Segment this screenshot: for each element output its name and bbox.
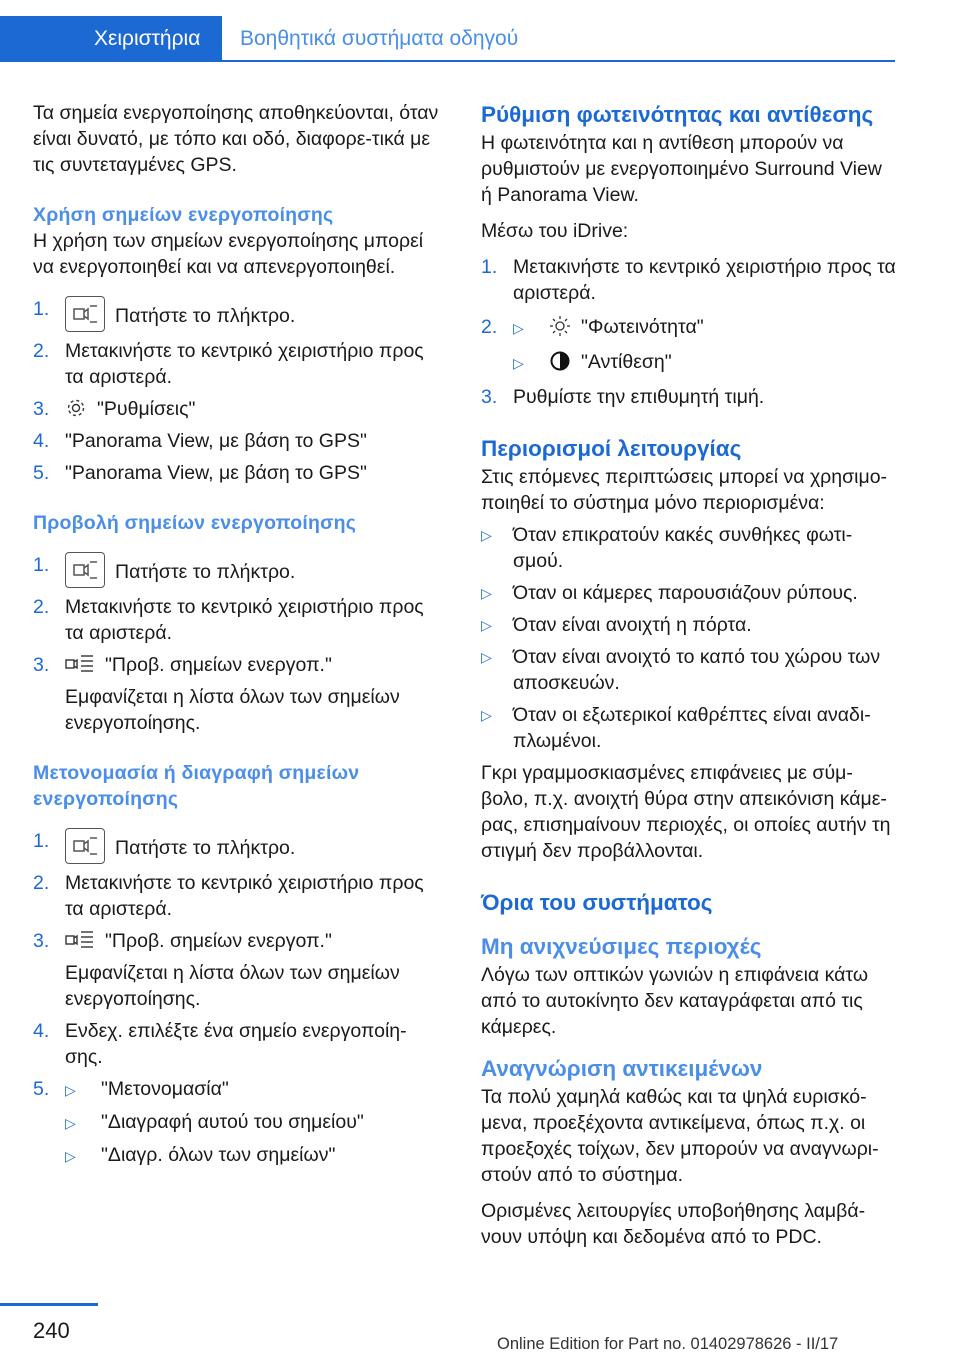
limit-item-1: ▷ Όταν επικρατούν κακές συνθήκες φωτι-σμού.: [481, 524, 853, 572]
rename-heading: Μετονομασία ή διαγραφή σημείων ενεργοποίησης: [33, 762, 360, 810]
undetectable-text: Λόγω των οπτικών γωνιών η επιφάνεια κάτω από το αυτοκίνητο δεν καταγράφεται από τις κάμερες.: [481, 964, 869, 1038]
rename-option-1: ▷ "Μετονομασία": [65, 1076, 443, 1103]
limit-item-2: ▷ Όταν οι κάμερες παρουσιάζουν ρύπους.: [481, 582, 858, 604]
gear-icon: [65, 397, 87, 419]
undetectable-heading: Μη ανιχνεύσιμες περιοχές: [481, 934, 762, 959]
limits-note: Γκρι γραμμοσκιασμένες επιφάνειες με σύμ-βολο, π.χ. ανοιχτή θύρα στην απεικόνιση κάμε-ρας, επισημαίνουν περιοχές, οι οποίες αυτήν τη στιγμή δεν προβάλλονται.: [481, 762, 891, 862]
header-rule: [0, 60, 895, 62]
option-brightness: ▷ "Φωτεινότητα": [513, 314, 896, 341]
rename-step-3: 3. "Προβ. σημείων ενεργοπ." Εμφανίζεται η λίστα όλων των σημείων ενεργοποίησης.: [33, 928, 443, 1012]
view-steps: [33, 552, 443, 736]
rename-step-4: 4. Ενδεχ. επιλέξτε ένα σημείο ενεργοποίη-σης.: [33, 1020, 407, 1068]
rename-note: Εμφανίζεται η λίστα όλων των σημείων ενεργοποίησης.: [65, 962, 400, 1010]
footer-rule: [0, 1303, 98, 1306]
triangle-bullet-icon: ▷: [513, 355, 524, 371]
use-step-5: 5. "Panorama View, με βάση το GPS": [33, 462, 367, 484]
use-step-4: 4. "Panorama View, με βάση το GPS": [33, 430, 367, 452]
recognition-heading: Αναγνώριση αντικειμένων: [481, 1056, 763, 1081]
brightness-steps: [481, 254, 896, 410]
triangle-bullet-icon: ▷: [481, 585, 492, 601]
triangle-bullet-icon: ▷: [65, 1148, 76, 1164]
use-step-2: 2. Μετακινήστε το κεντρικό χειριστήριο προς τα αριστερά.: [33, 340, 424, 388]
limit-item-4: ▷ Όταν είναι ανοιχτό το καπό του χώρου των αποσκευών.: [481, 646, 881, 694]
view-step-2: 2. Μετακινήστε το κεντρικό χειριστήριο προς τα αριστερά.: [33, 596, 424, 644]
idrive-text: Μέσω του iDrive:: [481, 220, 629, 242]
left-column: [33, 100, 443, 1169]
use-heading: Χρήση σημείων ενεργοποίησης: [33, 204, 334, 226]
triangle-bullet-icon: ▷: [65, 1115, 76, 1131]
sun-icon: [549, 315, 571, 337]
rename-step-5: 5. ▷ "Μετονομασία" ▷ "Διαγραφή αυτού του σημείου" ▷ "Διαγρ. όλων των σημείων": [33, 1076, 443, 1169]
triangle-bullet-icon: ▷: [481, 617, 492, 633]
camera-button-icon: [65, 828, 105, 864]
view-note: Εμφανίζεται η λίστα όλων των σημείων ενεργοποίησης.: [65, 686, 400, 734]
limits-list: [481, 522, 896, 754]
triangle-bullet-icon: ▷: [513, 320, 524, 336]
use-text: Η χρήση των σημείων ενεργοποίησης μπορεί να ενεργοποιηθεί και να απενεργοποιηθεί.: [33, 230, 424, 278]
header-tab-controls: Χειριστήρια: [0, 16, 222, 62]
recognition-text-2: Ορισμένες λειτουργίες υποβοήθησης λαμβά-νουν υπόψη και δεδομένα από το PDC.: [481, 1200, 866, 1248]
camera-list-icon: [65, 929, 95, 951]
camera-list-icon: [65, 653, 95, 675]
camera-button-icon: [65, 552, 105, 588]
rename-step-2: 2. Μετακινήστε το κεντρικό χειριστήριο προς τα αριστερά.: [33, 872, 424, 920]
page-header: [0, 0, 960, 62]
edition-text: Online Edition for Part no. 01402978626 - II/17: [497, 1335, 839, 1353]
right-column: [481, 100, 896, 1250]
rename-option-2: ▷ "Διαγραφή αυτού του σημείου": [65, 1109, 443, 1136]
use-steps: [33, 296, 443, 486]
brightness-step-2: 2. ▷ "Φωτεινότητα" ▷ "Αντίθεση": [481, 314, 896, 376]
view-step-3: 3. "Προβ. σημείων ενεργοπ." Εμφανίζεται η λίστα όλων των σημείων ενεργοποίησης.: [33, 652, 443, 736]
triangle-bullet-icon: ▷: [65, 1082, 76, 1098]
limits-heading: Περιορισμοί λειτουργίας: [481, 436, 742, 461]
triangle-bullet-icon: ▷: [481, 649, 492, 665]
system-limits-heading: Όρια του συστήματος: [481, 890, 713, 915]
view-step-1: 1. Πατήστε το πλήκτρο.: [33, 552, 443, 588]
recognition-text-1: Τα πολύ χαμηλά καθώς και τα ψηλά ευρισκό-μενα, προεξέχοντα αντικείμενα, όπως π.χ. οι προεξοχές τοίχων, δεν μπορούν να αναγνωρι-στούν από το σύστημα.: [481, 1086, 879, 1186]
triangle-bullet-icon: ▷: [481, 527, 492, 543]
rename-step-1: 1. Πατήστε το πλήκτρο.: [33, 828, 443, 864]
limit-item-5: ▷ Όταν οι εξωτερικοί καθρέπτες είναι αναδι-πλωμένοι.: [481, 704, 871, 752]
brightness-heading: Ρύθμιση φωτεινότητας και αντίθεσης: [481, 102, 874, 127]
view-heading: Προβολή σημείων ενεργοποίησης: [33, 512, 357, 534]
intro-text: Τα σημεία ενεργοποίησης αποθηκεύονται, όταν είναι δυνατό, με τόπο και οδό, διαφορε-τικά με τις συντεταγμένες GPS.: [33, 102, 439, 176]
limit-item-3: ▷ Όταν είναι ανοιχτή η πόρτα.: [481, 614, 752, 636]
header-tab-section: Βοηθητικά συστήματα οδηγού: [240, 27, 519, 50]
contrast-icon: [549, 350, 571, 372]
rename-steps: [33, 828, 443, 1169]
use-step-3: 3. "Ρυθμίσεις": [33, 398, 196, 420]
camera-button-icon: [65, 296, 105, 332]
rename-option-3: ▷ "Διαγρ. όλων των σημείων": [65, 1142, 443, 1169]
option-contrast: ▷ "Αντίθεση": [513, 349, 896, 376]
use-step-1: 1. Πατήστε το πλήκτρο.: [33, 296, 443, 332]
brightness-step-3: 3. Ρυθμίστε την επιθυμητή τιμή.: [481, 386, 765, 408]
limits-text: Στις επόμενες περιπτώσεις μπορεί να χρησιμο-ποιηθεί το σύστημα μόνο περιορισμένα:: [481, 466, 888, 514]
page-number: 240: [33, 1318, 70, 1343]
brightness-step-1: 1. Μετακινήστε το κεντρικό χειριστήριο προς τα αριστερά.: [481, 256, 896, 304]
triangle-bullet-icon: ▷: [481, 707, 492, 723]
brightness-text: Η φωτεινότητα και η αντίθεση μπορούν να ρυθμιστούν με ενεργοποιημένο Surround View ή Panorama View.: [481, 132, 882, 206]
